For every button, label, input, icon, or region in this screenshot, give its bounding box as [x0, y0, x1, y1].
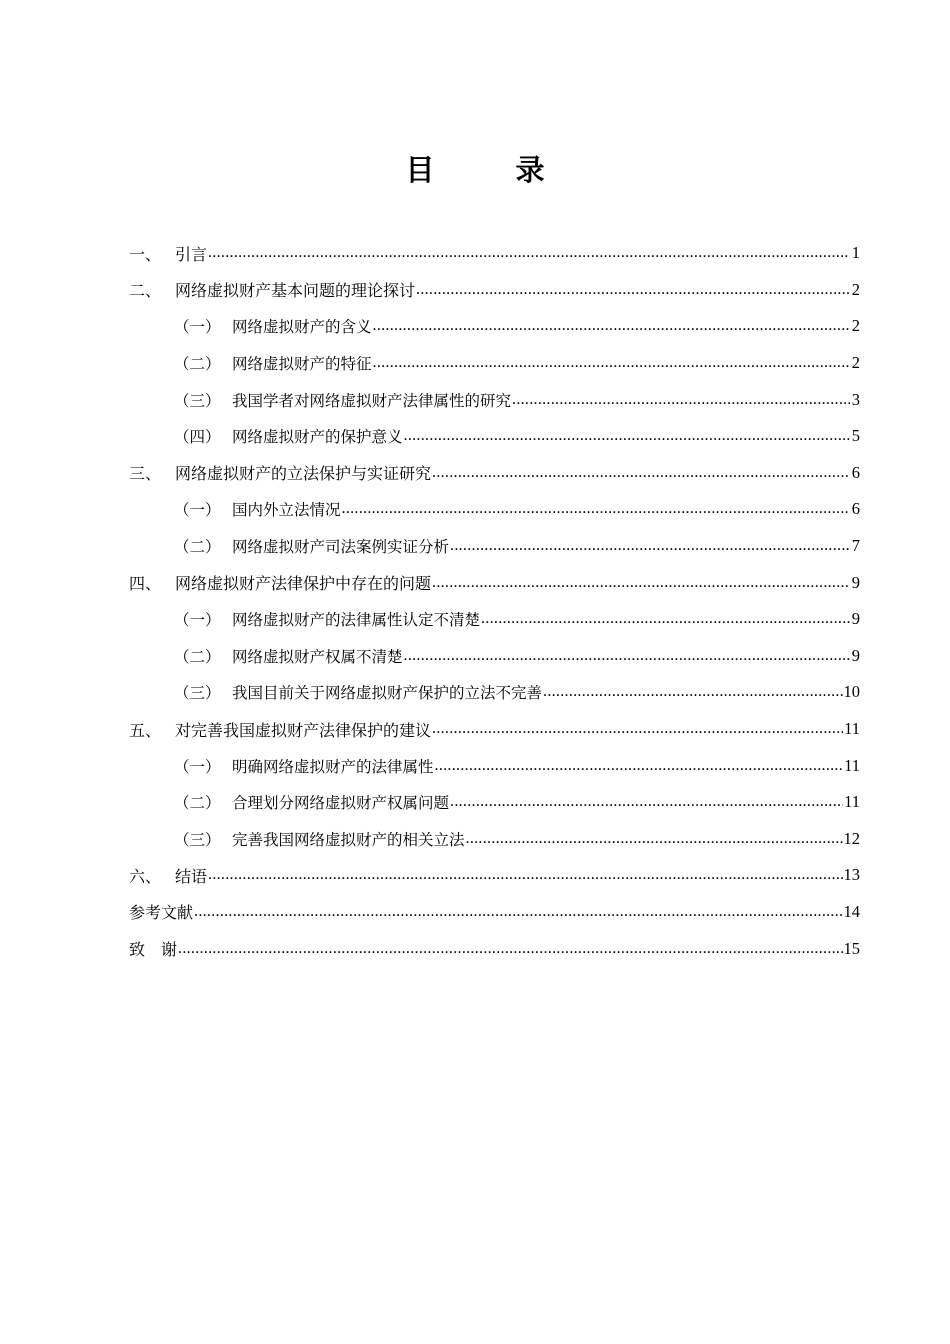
toc-entry-label: 明确网络虚拟财产的法律属性 [232, 757, 434, 776]
dot-leader [342, 500, 850, 518]
toc-page-number: 6 [851, 462, 860, 482]
toc-subentry[interactable] [129, 747, 860, 784]
dot-leader [208, 244, 850, 262]
page-title: 目 录 [405, 153, 571, 187]
toc-page-number: 11 [844, 755, 860, 775]
dot-leader [432, 720, 843, 738]
toc-entry[interactable] [129, 564, 860, 601]
toc-entry-label: 网络虚拟财产基本问题的理论探讨 [175, 281, 416, 301]
toc-subentry[interactable] [129, 491, 860, 528]
toc-subentry[interactable] [129, 674, 860, 711]
toc-page-number: 9 [851, 645, 860, 665]
toc-entry-number: （二） [174, 355, 221, 374]
toc-page-number: 6 [851, 499, 860, 519]
toc-entry-label: 我国目前关于网络虚拟财产保护的立法不完善 [232, 684, 543, 703]
toc-subentry[interactable] [129, 345, 860, 382]
toc-page-number: 9 [851, 609, 860, 629]
toc-entry-label: 参考文献 [129, 903, 194, 923]
toc-page-number: 10 [843, 682, 860, 702]
dot-leader [373, 354, 850, 372]
toc-entry-label: 结语 [175, 866, 208, 886]
toc-entry-number: （二） [174, 794, 221, 813]
toc-entry-label: 网络虚拟财产法律保护中存在的问题 [175, 574, 432, 594]
toc-entry-number: （三） [174, 391, 221, 410]
toc-subentry[interactable] [129, 601, 860, 638]
toc-entry-number: （二） [174, 647, 221, 666]
toc-entry-number: 一、 [129, 244, 162, 264]
toc-page-number: 11 [844, 792, 860, 812]
toc-entry-label: 网络虚拟财产的立法保护与实证研究 [175, 464, 432, 484]
toc-page-number: 9 [851, 572, 860, 592]
toc-entry-number: 五、 [129, 720, 162, 740]
toc-page-number: 2 [851, 316, 860, 336]
toc-subentry[interactable] [129, 418, 860, 455]
dot-leader [208, 866, 842, 884]
toc-entry-label: 网络虚拟财产的含义 [232, 318, 372, 337]
toc-subentry[interactable] [129, 381, 860, 418]
toc-entry[interactable] [129, 455, 860, 492]
toc-subentry[interactable] [129, 638, 860, 675]
toc-subentry[interactable] [129, 308, 860, 345]
toc-entry-label: 合理划分网络虚拟财产权属问题 [232, 794, 450, 813]
toc-entry-label: 我国学者对网络虚拟财产法律属性的研究 [232, 391, 512, 410]
toc-entry-number: （二） [174, 538, 221, 557]
toc-entry[interactable] [129, 272, 860, 309]
toc-entry-number: 三、 [129, 464, 162, 484]
dot-leader [481, 610, 850, 628]
toc-entry-number: （四） [174, 428, 221, 447]
dot-leader [450, 537, 850, 555]
toc-page-number: 7 [851, 536, 860, 556]
toc-entry-number: （一） [174, 501, 221, 520]
toc-entry[interactable] [129, 930, 860, 967]
table-of-contents [129, 235, 860, 967]
toc-entry[interactable] [129, 235, 860, 272]
dot-leader [404, 647, 850, 665]
dot-leader [432, 574, 850, 592]
toc-entry-label: 对完善我国虚拟财产法律保护的建议 [175, 720, 432, 740]
toc-page-number: 1 [851, 243, 860, 263]
toc-entry-label: 网络虚拟财产的保护意义 [232, 428, 403, 447]
toc-subentry[interactable] [129, 528, 860, 565]
toc-entry-number: （一） [174, 611, 221, 630]
toc-page-number: 11 [844, 719, 860, 739]
toc-entry-label: 引言 [175, 244, 208, 264]
toc-page-number: 12 [843, 828, 860, 848]
dot-leader [178, 940, 842, 958]
dot-leader [432, 464, 850, 482]
toc-entry-label: 网络虚拟财产司法案例实证分析 [232, 538, 450, 557]
toc-page-number: 13 [843, 865, 860, 885]
dot-leader [450, 793, 843, 811]
toc-entry-number: （一） [174, 757, 221, 776]
toc-entry[interactable] [129, 857, 860, 894]
toc-entry-number: 四、 [129, 574, 162, 594]
toc-entry-label: 网络虚拟财产的法律属性认定不清楚 [232, 611, 481, 630]
dot-leader [404, 427, 850, 445]
toc-page-number: 2 [851, 353, 860, 373]
toc-entry-number: （三） [174, 684, 221, 703]
toc-entry-number: （一） [174, 318, 221, 337]
toc-entry-label: 网络虚拟财产的特征 [232, 355, 372, 374]
toc-subentry[interactable] [129, 821, 860, 858]
toc-entry-label: 国内外立法情况 [232, 501, 341, 520]
toc-entry-number: （三） [174, 830, 221, 849]
toc-subentry[interactable] [129, 784, 860, 821]
dot-leader [194, 903, 842, 921]
dot-leader [373, 317, 850, 335]
toc-entry-label: 完善我国网络虚拟财产的相关立法 [232, 830, 465, 849]
toc-entry-number: 六、 [129, 866, 162, 886]
toc-entry-number: 二、 [129, 281, 162, 301]
toc-entry-label: 致 谢 [129, 940, 178, 960]
toc-page-number: 14 [843, 901, 860, 921]
toc-page-number: 5 [851, 426, 860, 446]
toc-entry[interactable] [129, 894, 860, 931]
toc-page-number: 3 [851, 389, 860, 409]
dot-leader [466, 830, 843, 848]
dot-leader [416, 281, 850, 299]
toc-page-number: 2 [851, 279, 860, 299]
dot-leader [435, 757, 844, 775]
toc-entry-label: 网络虚拟财产权属不清楚 [232, 647, 403, 666]
dot-leader [543, 683, 842, 701]
toc-page-number: 15 [843, 938, 860, 958]
toc-entry[interactable] [129, 711, 860, 748]
dot-leader [512, 391, 850, 409]
